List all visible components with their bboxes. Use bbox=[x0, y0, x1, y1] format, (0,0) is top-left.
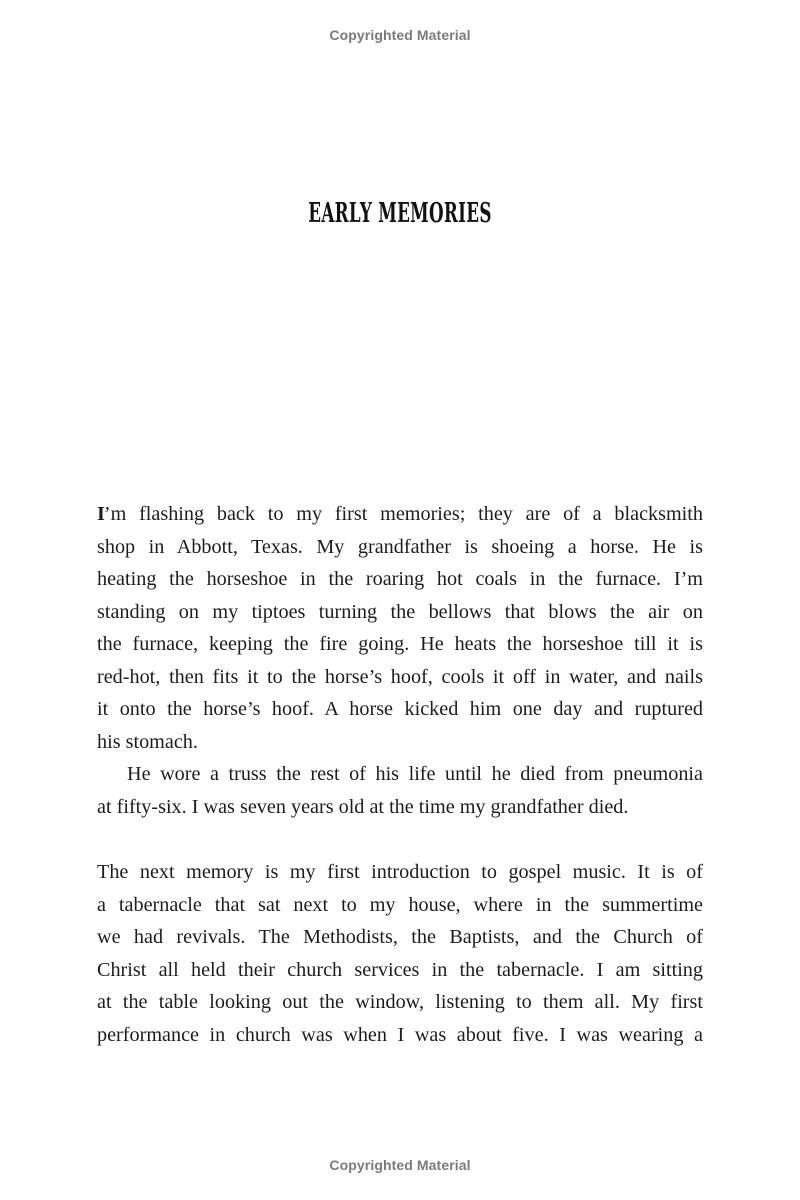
text-line: red-hot, then fits it to the horse’s hoof, cools it off in water, and nails bbox=[97, 665, 703, 688]
text-line: heating the horseshoe in the roaring hot coals in the furnace. I’m bbox=[97, 568, 703, 590]
drop-initial: I bbox=[97, 503, 104, 525]
text-line: Christ all held their church services in the tabernacle. I am sitting bbox=[97, 958, 703, 981]
text-line: performance in church was when I was about five. I was wearing a bbox=[97, 1023, 703, 1046]
text-line: it onto the horse’s hoof. A horse kicked him one day and ruptured bbox=[97, 698, 703, 720]
text-line: standing on my tiptoes turning the bellows that blows the air on bbox=[97, 600, 703, 623]
text-line bbox=[97, 498, 703, 531]
text-line: The next memory is my first introduction to gospel music. It is of bbox=[97, 861, 703, 883]
text-line: a tabernacle that sat next to my house, where in the summertime bbox=[97, 893, 703, 916]
copyright-watermark-top: Copyrighted Material bbox=[329, 27, 471, 43]
copyright-watermark-bottom: Copyrighted Material bbox=[329, 1157, 471, 1173]
body-text-section-2 bbox=[97, 856, 703, 1051]
text-line: He wore a truss the rest of his life until he died from pneumonia bbox=[127, 763, 703, 785]
text-line-content: ’m flashing back to my first memories; they are of a blacksmith bbox=[103, 503, 703, 525]
body-text-section-1 bbox=[97, 498, 703, 823]
text-line: shop in Abbott, Texas. My grandfather is shoeing a horse. He is bbox=[97, 535, 703, 558]
text-line: the furnace, keeping the fire going. He heats the horseshoe till it is bbox=[97, 633, 703, 655]
text-line: at the table looking out the window, listening to them all. My first bbox=[97, 991, 703, 1013]
chapter-title: EARLY MEMORIES bbox=[308, 198, 492, 229]
text-line: at fifty-six. I was seven years old at the time my grandfather died. bbox=[97, 795, 629, 818]
paragraph-1 bbox=[97, 498, 703, 758]
text-line: we had revivals. The Methodists, the Baptists, and the Church of bbox=[97, 926, 703, 948]
paragraph-3 bbox=[97, 856, 703, 1051]
paragraph-2 bbox=[97, 758, 703, 823]
text-line: his stomach. bbox=[97, 730, 198, 753]
